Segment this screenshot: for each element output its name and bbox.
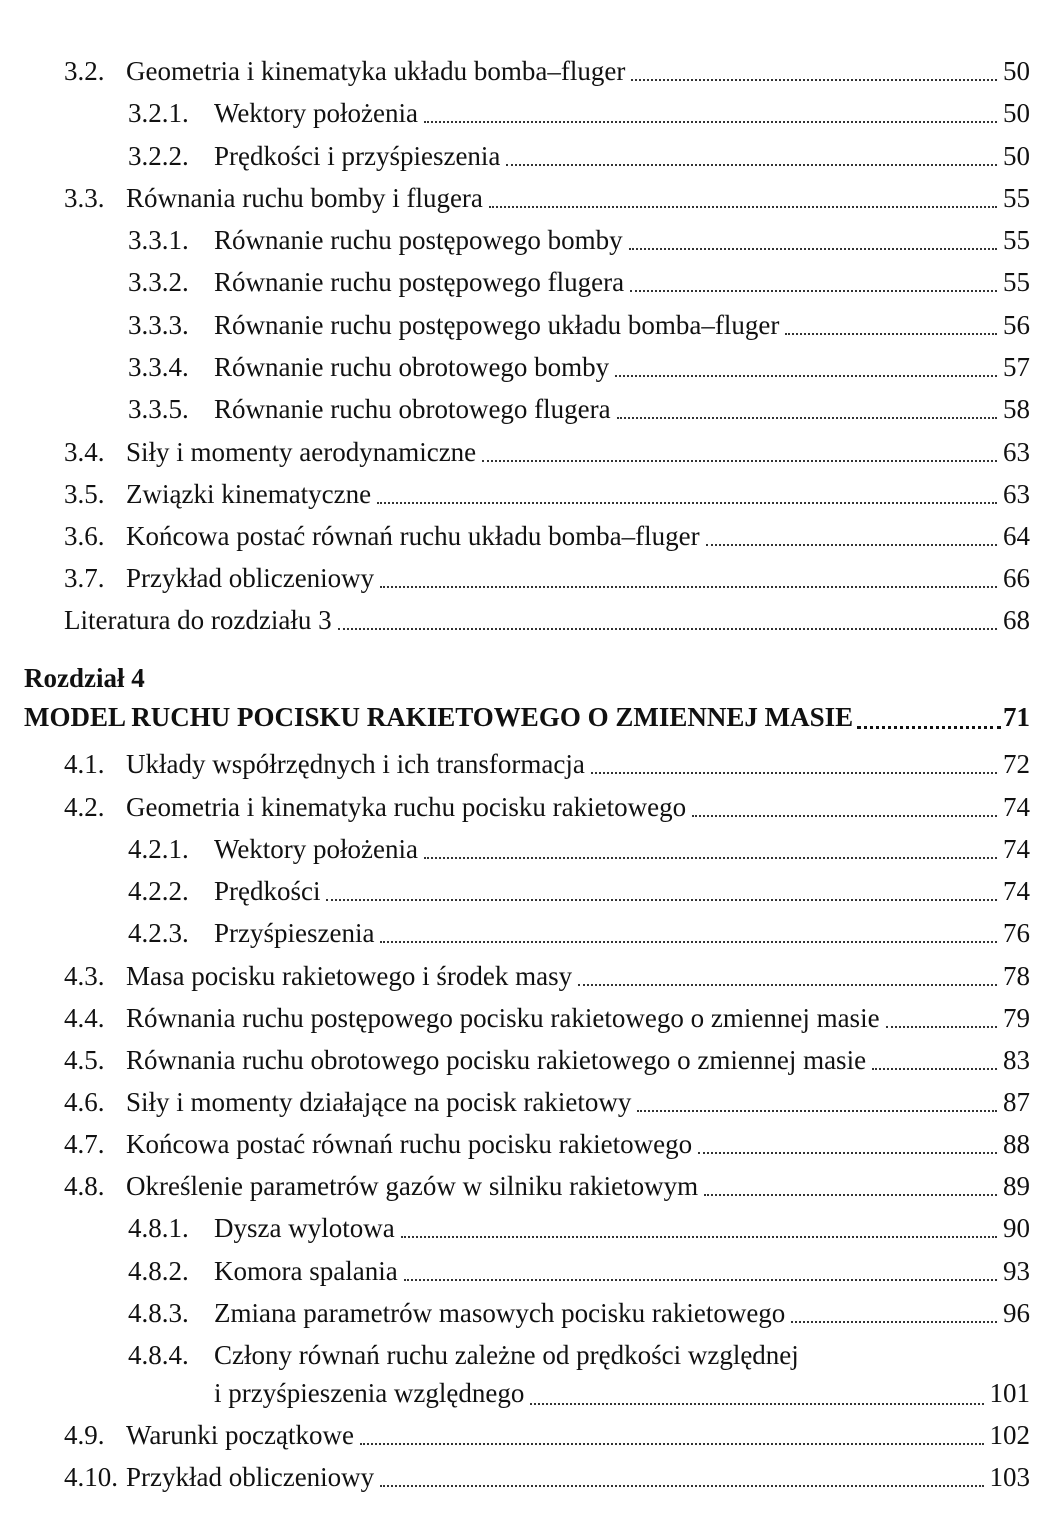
toc-entry-number: 4.4.: [64, 1003, 105, 1033]
toc-entry-page-number: 74: [1003, 876, 1030, 906]
toc-entry-number: 4.3.: [64, 961, 105, 991]
toc-entry: [0, 219, 1060, 261]
toc-entry-page-number: 55: [1003, 267, 1030, 297]
toc-entry: [0, 473, 1060, 515]
dot-leader: [424, 121, 997, 123]
toc-entry-title: Równania ruchu obrotowego pocisku rakietowego o zmiennej masie: [126, 1045, 867, 1075]
toc-entry: [0, 304, 1060, 346]
dot-leader: [704, 1194, 997, 1196]
toc-entry-page-number: 72: [1003, 749, 1030, 779]
dot-leader: [489, 206, 997, 208]
toc-entry: [0, 870, 1060, 912]
dot-leader: [698, 1152, 997, 1154]
toc-entry: [0, 786, 1060, 828]
toc-entry-title: Siły i momenty działające na pocisk rakietowy: [126, 1087, 632, 1117]
toc-entry-number: 4.8.3.: [128, 1298, 189, 1328]
toc-entry-page-number: 90: [1003, 1213, 1030, 1243]
dot-leader: [380, 941, 997, 943]
dot-leader: [637, 1110, 997, 1112]
toc-entry: [0, 177, 1060, 219]
toc-entry-page-number: 74: [1003, 834, 1030, 864]
toc-entry-page-number: 79: [1003, 1003, 1030, 1033]
dot-leader: [360, 1443, 984, 1445]
dot-leader: [872, 1068, 997, 1070]
dot-leader: [506, 164, 997, 166]
toc-entry-number: 3.3.: [64, 183, 105, 213]
toc-entry-number: 4.7.: [64, 1129, 105, 1159]
toc-entry-title: Wektory położenia: [214, 98, 419, 128]
dot-leader: [338, 628, 997, 630]
toc-entry-number: 4.2.: [64, 792, 105, 822]
toc-entry-number: 3.2.1.: [128, 98, 189, 128]
toc-entry-page-number: 89: [1003, 1171, 1030, 1201]
dot-leader: [404, 1279, 997, 1281]
toc-entry-title: Równania ruchu bomby i flugera: [126, 183, 483, 213]
toc-entry-page-number: 102: [989, 1420, 1030, 1450]
toc-entry-title: Dysza wylotowa: [214, 1213, 395, 1243]
toc-entry-title: Geometria i kinematyka ruchu pocisku rakietowego: [126, 792, 687, 822]
toc-entry: [0, 135, 1060, 177]
toc-entry: [0, 743, 1060, 785]
toc-entry-number: 4.10.: [64, 1462, 118, 1492]
toc-entry-title: Siły i momenty aerodynamiczne: [126, 437, 477, 467]
toc-entry-number: 4.8.2.: [128, 1256, 189, 1286]
toc-entry: [0, 1081, 1060, 1123]
toc-entry-title: Końcowa postać równań ruchu układu bomba–fluger: [126, 521, 700, 551]
toc-entry-title: Warunki początkowe: [126, 1420, 354, 1450]
dot-leader: [706, 544, 997, 546]
toc-entry-number: 4.8.4.: [128, 1340, 189, 1370]
toc-entry-page-number: 55: [1003, 183, 1030, 213]
toc-entry: [0, 599, 1060, 641]
toc-entry-number: 3.4.: [64, 437, 105, 467]
toc-entry: [0, 955, 1060, 997]
toc-entry: [0, 997, 1060, 1039]
toc-entry-number: 4.6.: [64, 1087, 105, 1117]
dot-leader: [591, 772, 997, 774]
toc-entry-title: Układy współrzędnych i ich transformacja: [126, 749, 585, 779]
dot-leader: [791, 1321, 997, 1323]
toc-entry-page-number: 50: [1003, 98, 1030, 128]
toc-entry-page-number: 96: [1003, 1298, 1030, 1328]
toc-entry-page-number: 87: [1003, 1087, 1030, 1117]
toc-entry-number: 4.1.: [64, 749, 105, 779]
toc-entry: [0, 1123, 1060, 1165]
toc-entry: [0, 1414, 1060, 1456]
toc-entry-page-number: 58: [1003, 394, 1030, 424]
toc-entry-page-number: 57: [1003, 352, 1030, 382]
toc-entry: [0, 1165, 1060, 1207]
dot-leader: [630, 290, 997, 292]
toc-entry: [0, 1250, 1060, 1292]
toc-entry-title: Równanie ruchu obrotowego bomby: [214, 352, 610, 382]
dot-leader: [380, 1485, 983, 1487]
toc-entry-number: 3.3.2.: [128, 267, 189, 297]
toc-entry: [0, 388, 1060, 430]
dot-leader: [615, 375, 997, 377]
dot-leader: [631, 79, 997, 81]
toc-entry: [0, 431, 1060, 473]
toc-entry-page-number: 93: [1003, 1256, 1030, 1286]
chapter-label: Rozdział 4: [24, 663, 145, 693]
toc-entry-number: 3.3.1.: [128, 225, 189, 255]
toc-entry-title: Zmiana parametrów masowych pocisku rakietowego: [214, 1298, 786, 1328]
toc-entry-title: Prędkości i przyśpieszenia: [214, 141, 501, 171]
toc-entry-title: Równanie ruchu obrotowego flugera: [214, 394, 611, 424]
toc-entry: [0, 828, 1060, 870]
toc-entry-title: Literatura do rozdziału 3: [64, 605, 332, 635]
toc-entry-title: Określenie parametrów gazów w silniku rakietowym: [126, 1171, 699, 1201]
toc-entry-number: 3.6.: [64, 521, 105, 551]
toc-entry-number: 4.8.1.: [128, 1213, 189, 1243]
toc-entry-page-number: 63: [1003, 479, 1030, 509]
toc-entry-title: Przykład obliczeniowy: [126, 1462, 375, 1492]
toc-entry-title: Człony równań ruchu zależne od prędkości względnej: [214, 1340, 799, 1370]
toc-entry: [0, 92, 1060, 134]
toc-entry-title: Związki kinematyczne: [126, 479, 372, 509]
toc-entry-number: 4.2.3.: [128, 918, 189, 948]
dot-leader: [424, 857, 997, 859]
toc-entry: [0, 1207, 1060, 1249]
toc-entry: [0, 50, 1060, 92]
toc-entry-page-number: 103: [989, 1462, 1030, 1492]
toc-entry-page-number: 101: [989, 1378, 1030, 1408]
dot-leader: [785, 333, 997, 335]
toc-entry-page-number: 78: [1003, 961, 1030, 991]
toc-entry: [0, 1292, 1060, 1334]
toc-entry-number: 4.5.: [64, 1045, 105, 1075]
toc-entry-title: Wektory położenia: [214, 834, 419, 864]
toc-entry-title: Komora spalania: [214, 1256, 398, 1286]
toc-entry-page-number: 68: [1003, 605, 1030, 635]
toc-entry-page-number: 88: [1003, 1129, 1030, 1159]
dot-leader: [857, 726, 1001, 729]
toc-entry: [0, 557, 1060, 599]
toc-entry-page-number: 56: [1003, 310, 1030, 340]
toc-entry: [0, 1039, 1060, 1081]
toc-entry-title: Przyśpieszenia: [214, 918, 375, 948]
chapter-page-number: 71: [1003, 702, 1030, 732]
toc-entry-number: 3.3.3.: [128, 310, 189, 340]
toc-entry-title: Przykład obliczeniowy: [126, 563, 375, 593]
toc-entry-title: Równanie ruchu postępowego bomby: [214, 225, 623, 255]
toc-entry-number: 3.2.: [64, 56, 105, 86]
toc-entry: [0, 1456, 1060, 1498]
toc-entry-number: 4.2.2.: [128, 876, 189, 906]
toc-entry-number: 4.2.1.: [128, 834, 189, 864]
toc-entry-page-number: 64: [1003, 521, 1030, 551]
toc-entry-number: 3.5.: [64, 479, 105, 509]
toc-entry-title-continuation: i przyśpieszenia względnego: [214, 1378, 525, 1408]
toc-entry: [0, 261, 1060, 303]
toc-entry-title: Geometria i kinematyka układu bomba–fluger: [126, 56, 626, 86]
toc-entry-title: Końcowa postać równań ruchu pocisku rakietowego: [126, 1129, 693, 1159]
dot-leader: [886, 1026, 997, 1028]
toc-entry-page-number: 50: [1003, 141, 1030, 171]
toc-entry-number: 3.3.5.: [128, 394, 189, 424]
toc-entry-number: 4.9.: [64, 1420, 105, 1450]
toc-entry-page-number: 83: [1003, 1045, 1030, 1075]
dot-leader: [377, 502, 997, 504]
toc-entry-number: 3.3.4.: [128, 352, 189, 382]
dot-leader: [629, 248, 997, 250]
toc-entry-page-number: 76: [1003, 918, 1030, 948]
dot-leader: [530, 1403, 983, 1405]
toc-entry-title: Masa pocisku rakietowego i środek masy: [126, 961, 573, 991]
toc-entry-number: 4.8.: [64, 1171, 105, 1201]
toc-entry-page-number: 66: [1003, 563, 1030, 593]
dot-leader: [380, 586, 997, 588]
dot-leader: [482, 460, 997, 462]
toc-entry-page-number: 50: [1003, 56, 1030, 86]
dot-leader: [692, 815, 997, 817]
dot-leader: [326, 899, 997, 901]
toc-entry: [0, 515, 1060, 557]
toc-entry-title: Równanie ruchu postępowego flugera: [214, 267, 625, 297]
toc-entry-page-number: 74: [1003, 792, 1030, 822]
toc-entry: [0, 912, 1060, 954]
toc-entry-title: Równania ruchu postępowego pocisku rakietowego o zmiennej masie: [126, 1003, 880, 1033]
dot-leader: [401, 1236, 997, 1238]
dot-leader: [617, 417, 997, 419]
toc-entry-page-number: 63: [1003, 437, 1030, 467]
toc-entry-number: 3.7.: [64, 563, 105, 593]
toc-entry: [0, 346, 1060, 388]
toc-entry: [0, 1334, 1060, 1414]
toc-entry-title: Równanie ruchu postępowego układu bomba–fluger: [214, 310, 780, 340]
toc-entry-page-number: 55: [1003, 225, 1030, 255]
toc-entry-title: Prędkości: [214, 876, 321, 906]
toc-entry-number: 3.2.2.: [128, 141, 189, 171]
chapter-title: MODEL RUCHU POCISKU RAKIETOWEGO O ZMIENNEJ MASIE: [24, 702, 854, 732]
dot-leader: [578, 984, 997, 986]
